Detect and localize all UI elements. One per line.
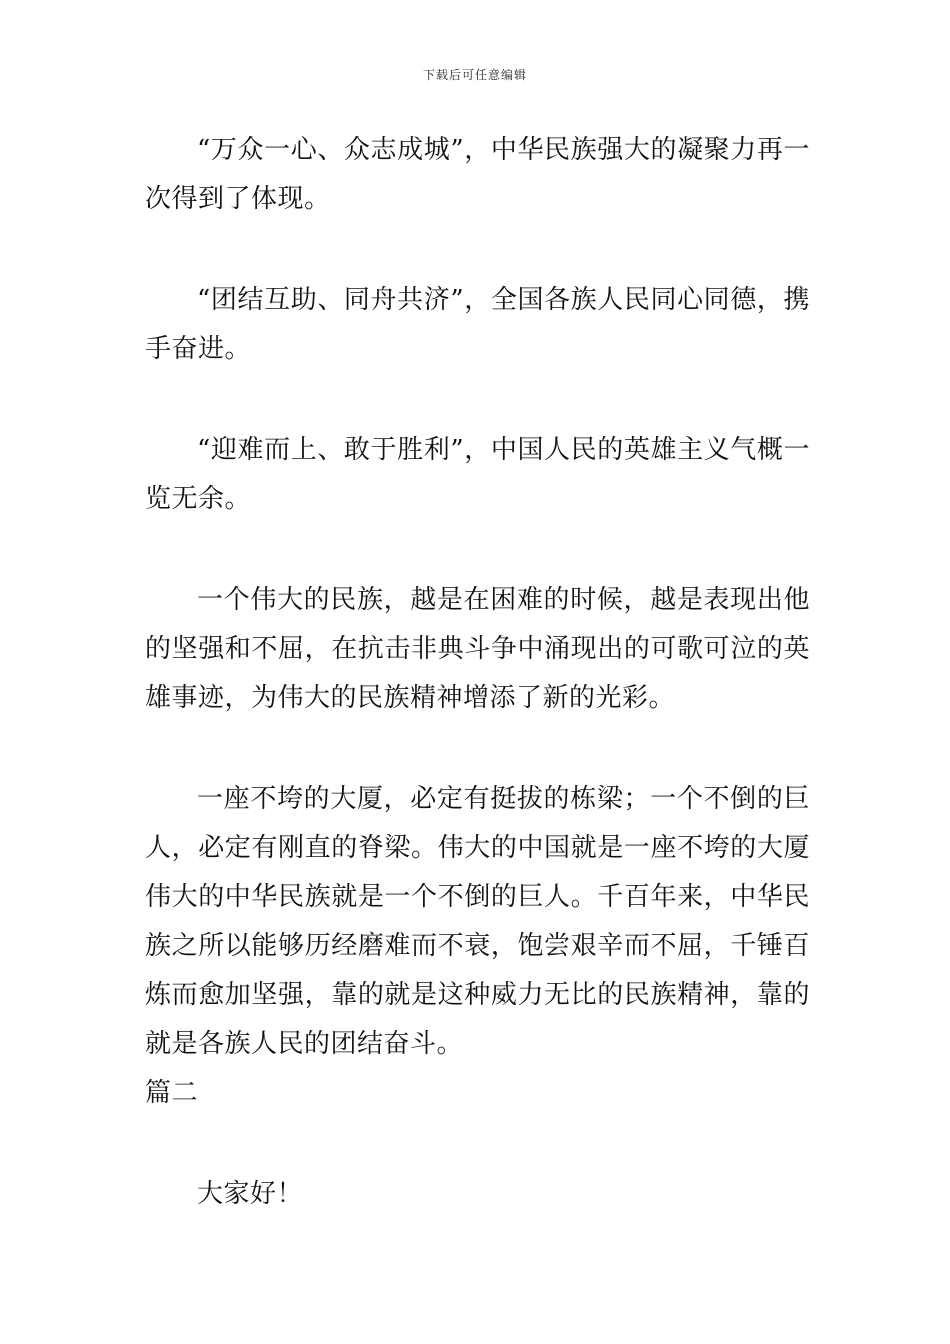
paragraph-building-giant: 一座不垮的大厦，必定有挺拔的栋梁；一个不倒的巨人，必定有刚直的脊梁。伟大的中国就是一座不垮的大厦伟大的中华民族就是一个不倒的巨人。千百年来，中华民族之所以能够历经磨难而不衰，饱尝艰辛而不屈，千锤百炼而愈加坚强，靠的就是这种威力无比的民族精神，靠的就是各族人民的团结奋斗。 bbox=[145, 784, 810, 1059]
document-body bbox=[145, 126, 810, 1219]
greeting: 大家好！ bbox=[197, 1179, 304, 1209]
paragraph-unity: “万众一心、众志成城”，中华民族强大的凝聚力再一次得到了体现。 bbox=[145, 135, 810, 214]
paragraph-heroism: “迎难而上、敢于胜利”，中国人民的英雄主义气概一览无余。 bbox=[145, 435, 810, 514]
download-note: 下载后可任意编辑 bbox=[422, 68, 527, 82]
paragraph-mutual-aid: “团结互助、同舟共济”，全国各族人民同心同德，携手奋进。 bbox=[145, 285, 810, 364]
section-heading: 篇二 bbox=[145, 1078, 199, 1108]
paragraph-great-nation: 一个伟大的民族，越是在困难的时候，越是表现出他的坚强和不屈，在抗击非典斗争中涌现出的可歌可泣的英雄事迹，为伟大的民族精神增添了新的光彩。 bbox=[145, 585, 810, 713]
